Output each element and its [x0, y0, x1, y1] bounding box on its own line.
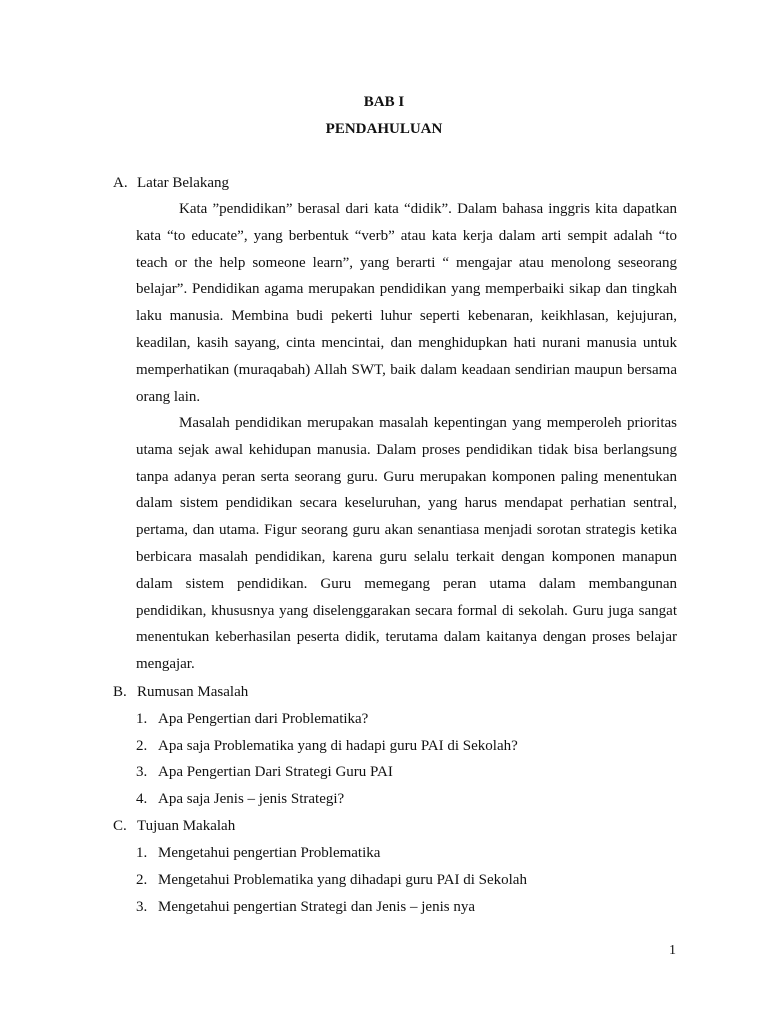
list-number: 1.: [136, 845, 148, 861]
section-title: Latar Belakang: [137, 175, 230, 191]
paragraph-latar-belakang-2: Masalah pendidikan merupakan masalah kepentingan yang memperoleh prioritas utama sejak awal kehidupan manusia. Dalam proses pendidikan tidak bisa berlangsung tanpa adanya peran serta seorang guru. Guru merupakan komponen paling menentukan dalam sistem pendidikan secara keseluruhan, yang harus mendapat perhatian sentral, pertama, dan utama. Figur seorang guru akan senantiasa menjadi sorotan strategis ketika berbicara masalah pendidikan, karena guru selalu terkait dengan komponen manapun dalam sistem pendidikan. Guru memegang peran utama dalam membangunan pendidikan, khususnya yang diselenggarakan secara formal di sekolah. Guru juga sangat menentukan keberhasilan peserta didik, terutama dalam kaitanya dengan proses belajar mengajar.: [136, 415, 677, 673]
list-text: Mengetahui pengertian Problematika: [158, 845, 381, 861]
list-number: 4.: [136, 791, 148, 807]
list-item-rumusan-2: [136, 737, 518, 755]
list-item-tujuan-2: [136, 871, 527, 889]
list-item-rumusan-3: [136, 763, 393, 781]
list-text: Apa saja Jenis – jenis Strategi?: [158, 791, 345, 807]
list-text: Apa saja Problematika yang di hadapi guru PAI di Sekolah?: [158, 738, 518, 754]
section-heading-tujuan-makalah: [113, 817, 235, 835]
chapter-title: BAB I: [363, 94, 405, 110]
list-item-tujuan-1: [136, 844, 380, 862]
paragraph-latar-belakang-1: Kata ”pendidikan” berasal dari kata “didik”. Dalam bahasa inggris kita dapatkan kata “to educate”, yang berbentuk “verb” atau kata kerja dalam arti sempit adalah “to teach or the help someone learn”, yang berarti “ mengajar atau menolong seseorang belajar”. Pendidikan agama merupakan pendidikan yang memperbaiki sikap dan tingkah laku manusia. Membina budi pekerti luhur seperti kebenaran, keikhlasan, kejujuran, keadilan, kasih sayang, cinta mencintai, dan menghidupkan hati nurani manusia untuk memperhatikan (muraqabah) Allah SWT, baik dalam keadaan sendirian maupun bersama orang lain.: [136, 201, 677, 405]
list-item-rumusan-4: [136, 790, 344, 808]
list-text: Mengetahui pengertian Strategi dan Jenis – jenis nya: [158, 899, 475, 915]
section-label: B.: [113, 684, 127, 700]
list-number: 1.: [136, 711, 148, 727]
list-number: 2.: [136, 872, 148, 888]
list-text: Mengetahui Problematika yang dihadapi guru PAI di Sekolah: [158, 872, 527, 888]
list-item-rumusan-1: [136, 710, 368, 728]
list-number: 2.: [136, 738, 148, 754]
list-item-tujuan-3: [136, 898, 475, 916]
section-heading-rumusan-masalah: [113, 683, 248, 701]
list-text: Apa Pengertian Dari Strategi Guru PAI: [158, 764, 393, 780]
section-label: A.: [113, 175, 128, 191]
list-number: 3.: [136, 764, 148, 780]
section-heading-latar-belakang: [113, 174, 229, 192]
list-number: 3.: [136, 899, 148, 915]
page-number: 1: [669, 943, 676, 958]
list-text: Apa Pengertian dari Problematika?: [158, 711, 369, 727]
section-title: Tujuan Makalah: [137, 818, 236, 834]
chapter-subtitle: PENDAHULUAN: [325, 121, 443, 137]
section-title: Rumusan Masalah: [137, 684, 249, 700]
section-label: C.: [113, 818, 127, 834]
